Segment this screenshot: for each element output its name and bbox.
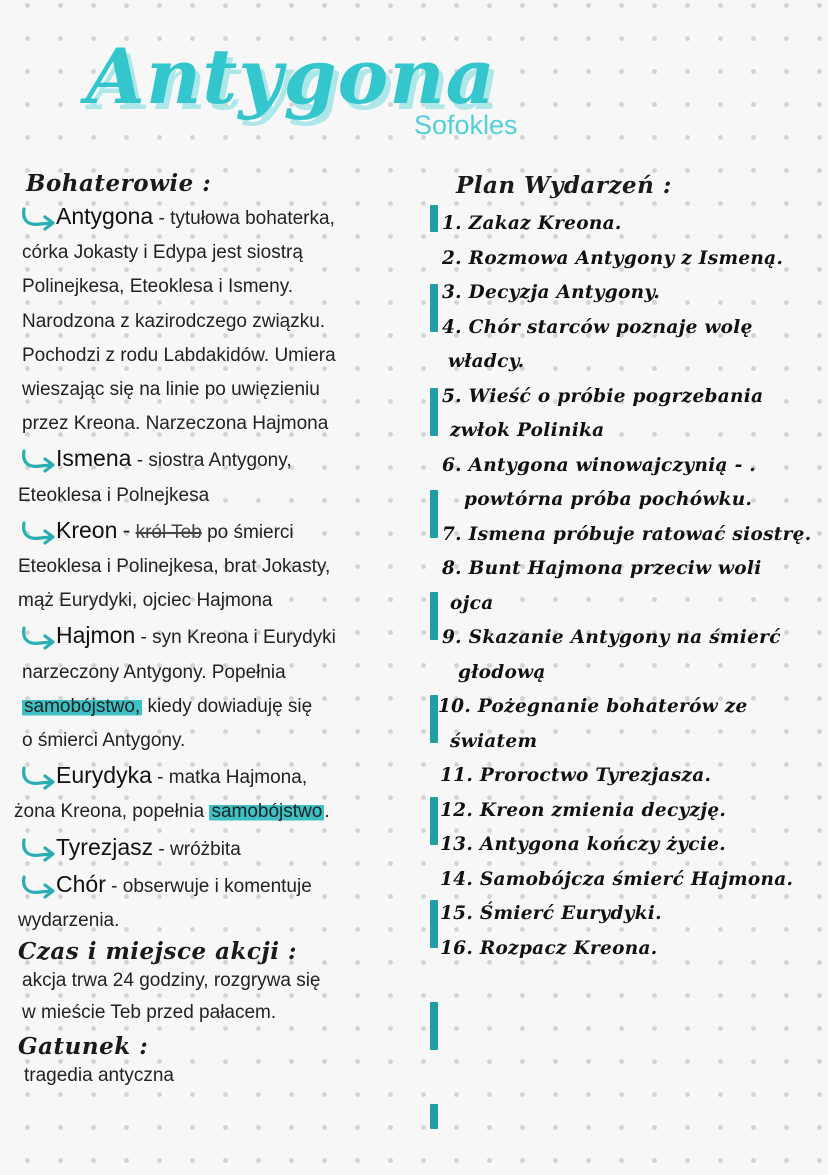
plan-item: 13. Antygona kończy życie. xyxy=(440,834,727,855)
character-name: Eurydyka xyxy=(56,762,152,789)
plan-item: 5. Wieść o próbie pogrzebania xyxy=(442,385,764,407)
time-place-line: w mieście Teb przed pałacem. xyxy=(22,1002,277,1024)
plan-item: 7. Ismena próbuje ratować siostrę. xyxy=(442,523,812,545)
highlighted-text: samobójstwo, xyxy=(24,695,141,717)
character-tyrezjasz: Tyrezjasz - wróżbita xyxy=(18,830,426,867)
plan-item-continued: powtórna próba pochówku. xyxy=(464,489,753,510)
left-column xyxy=(14,170,426,1092)
struck-text: król Teb xyxy=(135,521,202,543)
character-name: Tyrezjasz xyxy=(56,833,154,860)
character-name: Ismena xyxy=(56,445,132,472)
plan-item-continued: władcy. xyxy=(448,351,525,372)
plan-item: 9. Skazanie Antygony na śmierć xyxy=(442,627,781,648)
margin-bar xyxy=(430,1104,438,1129)
margin-bar xyxy=(430,388,438,436)
margin-bar xyxy=(430,205,438,232)
curved-arrow-icon xyxy=(18,874,56,900)
plan-list xyxy=(438,207,818,966)
plan-item: 10. Pożegnanie bohaterów ze xyxy=(438,696,748,717)
plan-item: 16. Rozpacz Kreona. xyxy=(440,937,658,959)
plan-item: 2. Rozmowa Antygony z Ismeną. xyxy=(442,247,784,269)
plan-item: 4. Chór starców poznaje wolę xyxy=(442,316,753,338)
plan-item: 12. Kreon zmienia decyzję. xyxy=(440,799,727,821)
character-name: Kreon xyxy=(56,516,118,543)
highlighted-text: samobójstwo xyxy=(211,801,323,823)
character-name: Chór xyxy=(56,870,106,897)
character-name: Antygona xyxy=(56,203,154,229)
characters-heading: Bohaterowie : xyxy=(26,170,212,197)
character-name: Hajmon xyxy=(56,622,136,649)
margin-bar xyxy=(430,900,438,948)
character-eurydyka: Eurydyka - matka Hajmona, żona Kreona, popełnia samobójstwo . xyxy=(14,762,330,823)
curved-arrow-icon xyxy=(18,448,56,474)
plan-item: 8. Bunt Hajmona przeciw woli xyxy=(442,558,762,579)
plan-item: 11. Proroctwo Tyrezjasza. xyxy=(440,765,712,786)
character-chor: Chór - obserwuje i komentuje wydarzenia. xyxy=(18,870,312,932)
curved-arrow-icon xyxy=(18,625,56,651)
curved-arrow-icon xyxy=(18,520,56,546)
character-hajmon: Hajmon - syn Kreona i Eurydyki narzeczony Antygony. Popełnia samobójstwo, kiedy dowiaduję się o śmierci Antygony. xyxy=(18,618,426,758)
plan-item: 14. Samobójcza śmierć Hajmona. xyxy=(440,868,794,890)
plan-item: 15. Śmierć Eurydyki. xyxy=(440,903,662,924)
margin-bar xyxy=(430,592,438,640)
plan-item: 6. Antygona winowajczynią - . xyxy=(442,454,757,476)
character-antygona: Antygona - tytułowa bohaterka, córka Jokasty i Edypa jest siostrą Polinejkesa, Eteoklesa i Ismeny. Narodzona z kazirodczego związku. Pochodzi z rodu Labdakidów. Umiera wieszając się na linie po uwięzieniu przez Kreona. Narzeczona Hajmona xyxy=(18,199,426,441)
author-label: Sofokles xyxy=(414,110,518,140)
plan-item-continued: ojca xyxy=(450,592,494,614)
plan-heading: Plan Wydarzeń : xyxy=(456,172,672,199)
character-ismena: Ismena - siostra Antygony, Eteoklesa i Polnejkesa xyxy=(18,445,292,506)
curved-arrow-icon xyxy=(18,206,56,232)
time-place-line: akcja trwa 24 godziny, rozgrywa się xyxy=(22,970,321,992)
margin-bar xyxy=(430,490,438,538)
curved-arrow-icon xyxy=(18,765,56,791)
plan-item: 3. Decyzja Antygony. xyxy=(442,282,661,303)
plan-item: 1. Zakaz Kreona. xyxy=(442,213,622,234)
right-column xyxy=(438,172,818,966)
margin-bar xyxy=(430,1002,438,1050)
margin-bar xyxy=(430,284,438,332)
page-title: Antygona xyxy=(86,32,496,121)
genre-heading: Gatunek : xyxy=(18,1033,149,1061)
curved-arrow-icon xyxy=(18,837,56,863)
genre-value: tragedia antyczna xyxy=(24,1065,174,1087)
margin-bar xyxy=(430,695,438,743)
plan-item-continued: światem xyxy=(450,730,538,752)
character-kreon: Kreon - król Teb po śmierci Eteoklesa i Polinejkesa, brat Jokasty, mąż Eurydyki, ojciec Hajmona xyxy=(18,516,331,612)
plan-item-continued: głodową xyxy=(458,661,546,683)
margin-bar xyxy=(430,797,438,845)
plan-item-continued: zwłok Polinika xyxy=(450,420,605,441)
time-place-heading: Czas i miejsce akcji : xyxy=(18,938,297,966)
